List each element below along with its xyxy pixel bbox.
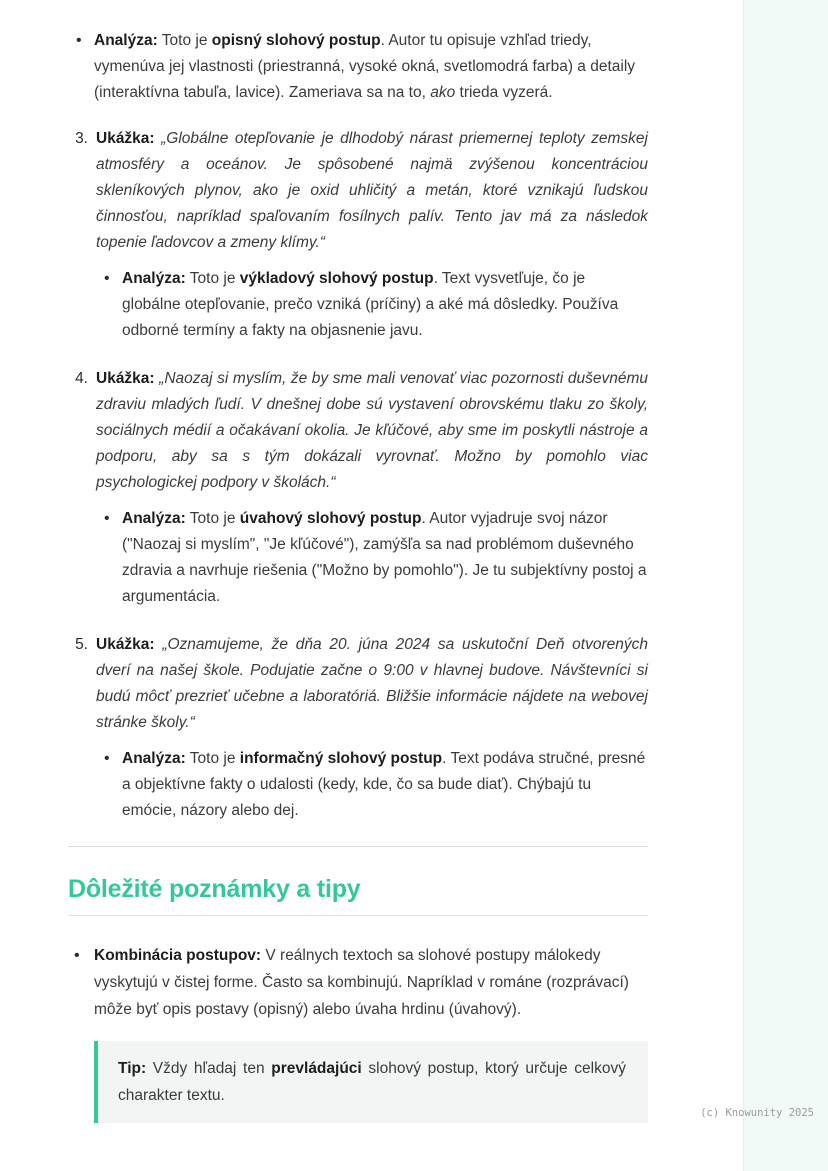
list-item [96, 746, 648, 824]
analyza-highlight: informačný slohový postup [239, 750, 443, 767]
analyza-text-before: Toto je [185, 510, 240, 527]
document-content [68, 28, 648, 1123]
analyza-text-before: Toto je [185, 270, 240, 287]
right-margin-rail [743, 0, 828, 1171]
section-divider [68, 846, 648, 847]
analysis-list [96, 266, 648, 344]
ukazka-label: Ukážka: [96, 370, 155, 387]
note-label: Kombinácia postupov: [94, 947, 262, 964]
analyza-text-before: Toto je [185, 750, 240, 767]
analyza-label: Analýza: [122, 270, 186, 287]
ukazka-block [96, 632, 648, 736]
copyright-note: (c) Knowunity 2025 [700, 1107, 814, 1119]
ukazka-label: Ukážka: [96, 636, 155, 653]
list-item [96, 506, 648, 610]
analyza-text-after: . Autor tu opisuje vzhľad triedy, vymenúva jej vlastnosti (priestranná, vysoké okná, svetlomodrá farba) a detaily (interaktívna tabuľa, lavice). Zameriava sa na to, [94, 32, 636, 101]
list-marker: 3. [75, 130, 88, 147]
sample-list-4 [68, 366, 648, 610]
analyza-label: Analýza: [122, 510, 186, 527]
analysis-list [96, 506, 648, 610]
note-text: V reálnych textoch sa slohové postupy málokedy vyskytujú v čistej forme. Často sa kombinujú. Napríklad v románe (rozprávací) môže byť opis postavy (opisný) alebo úvaha hrdinu (úvahový). [94, 947, 629, 1018]
analyza-text-after: . Text podáva stručné, presné a objektívne fakty o udalosti (kedy, kde, čo sa bude diať). Chýbajú tu emócie, názory alebo dej. [122, 750, 646, 819]
ukazka-block [96, 366, 648, 496]
ukazka-block [96, 126, 648, 256]
ukazka-label: Ukážka: [96, 130, 155, 147]
analyza-italic-tail: ako [430, 84, 456, 101]
tip-highlight: prevládajúci [271, 1060, 362, 1077]
notes-list [68, 942, 648, 1023]
analyza-text-before: Toto je [157, 32, 212, 49]
list-marker: 5. [75, 636, 88, 653]
list-item [68, 366, 648, 610]
ukazka-quote: „Globálne otepľovanie je dlhodobý nárast priemernej teploty zemskej atmosféry a oceánov. Je spôsobené najmä zvýšenou koncentráciou skleníkových plynov, ako je oxid uhličitý a metán, ktoré vznikajú ľudskou činnosťou, napríklad spaľovaním fosílnych palív. Tento jav má za následok topenie ľadovcov a zmeny klímy.“ [96, 130, 648, 251]
list-item [68, 28, 648, 106]
sample-list-3 [68, 126, 648, 344]
analyza-text-after: . Autor vyjadruje svoj názor ("Naozaj si myslím", "Je kľúčové"), zamýšľa sa nad problémom duševného zdravia a navrhuje riešenia ("Možno by pomohlo"). Je tu subjektívny postoj a argumentácia. [122, 510, 647, 605]
page-title: Dôležité poznámky a tipy [68, 875, 361, 903]
tip-text-before: Vždy hľadaj ten [146, 1060, 272, 1077]
sample-list-5 [68, 632, 648, 824]
analysis-list-continuation [68, 28, 648, 106]
analysis-list [96, 746, 648, 824]
list-item [68, 632, 648, 824]
tip-text-after: slohový postup, ktorý určuje celkový charakter textu. [118, 1060, 626, 1104]
ukazka-quote: „Oznamujeme, že dňa 20. júna 2024 sa uskutoční Deň otvorených dverí na našej škole. Podujatie začne o 9:00 v hlavnej budove. Návštevníci si budú môcť prezrieť učebne a laboratóriá. Bližšie informácie nájdete na webovej stránke školy.“ [96, 636, 648, 731]
list-item [68, 942, 648, 1023]
ukazka-quote: „Naozaj si myslím, že by sme mali venovať viac pozornosti duševnému zdraviu mladých ľudí. V dnešnej dobe sú vystavení obrovskému tlaku zo školy, sociálnych médií a očakávaní okolia. Je kľúčové, aby sme im poskytli nástroje a podporu, aby sa s tým dokázali vyrovnať. Možno by pomohlo viac psychologickej podpory v školách.“ [96, 370, 648, 491]
analyza-label: Analýza: [122, 750, 186, 767]
list-item [96, 266, 648, 344]
analyza-highlight: výkladový slohový postup [239, 270, 434, 287]
analyza-highlight: opisný slohový postup [211, 32, 381, 49]
title-underline [68, 915, 648, 916]
list-marker: 4. [75, 370, 88, 387]
tip-callout [94, 1041, 648, 1123]
analyza-text-end: trieda vyzerá. [455, 84, 553, 101]
list-item [68, 126, 648, 344]
analyza-label: Analýza: [94, 32, 158, 49]
analyza-highlight: úvahový slohový postup [239, 510, 422, 527]
tip-label: Tip: [118, 1060, 147, 1077]
analyza-text-after: . Text vysvetľuje, čo je globálne otepľovanie, prečo vzniká (príčiny) a aké má dôsledky. Používa odborné termíny a fakty na objasnenie javu. [122, 270, 619, 339]
